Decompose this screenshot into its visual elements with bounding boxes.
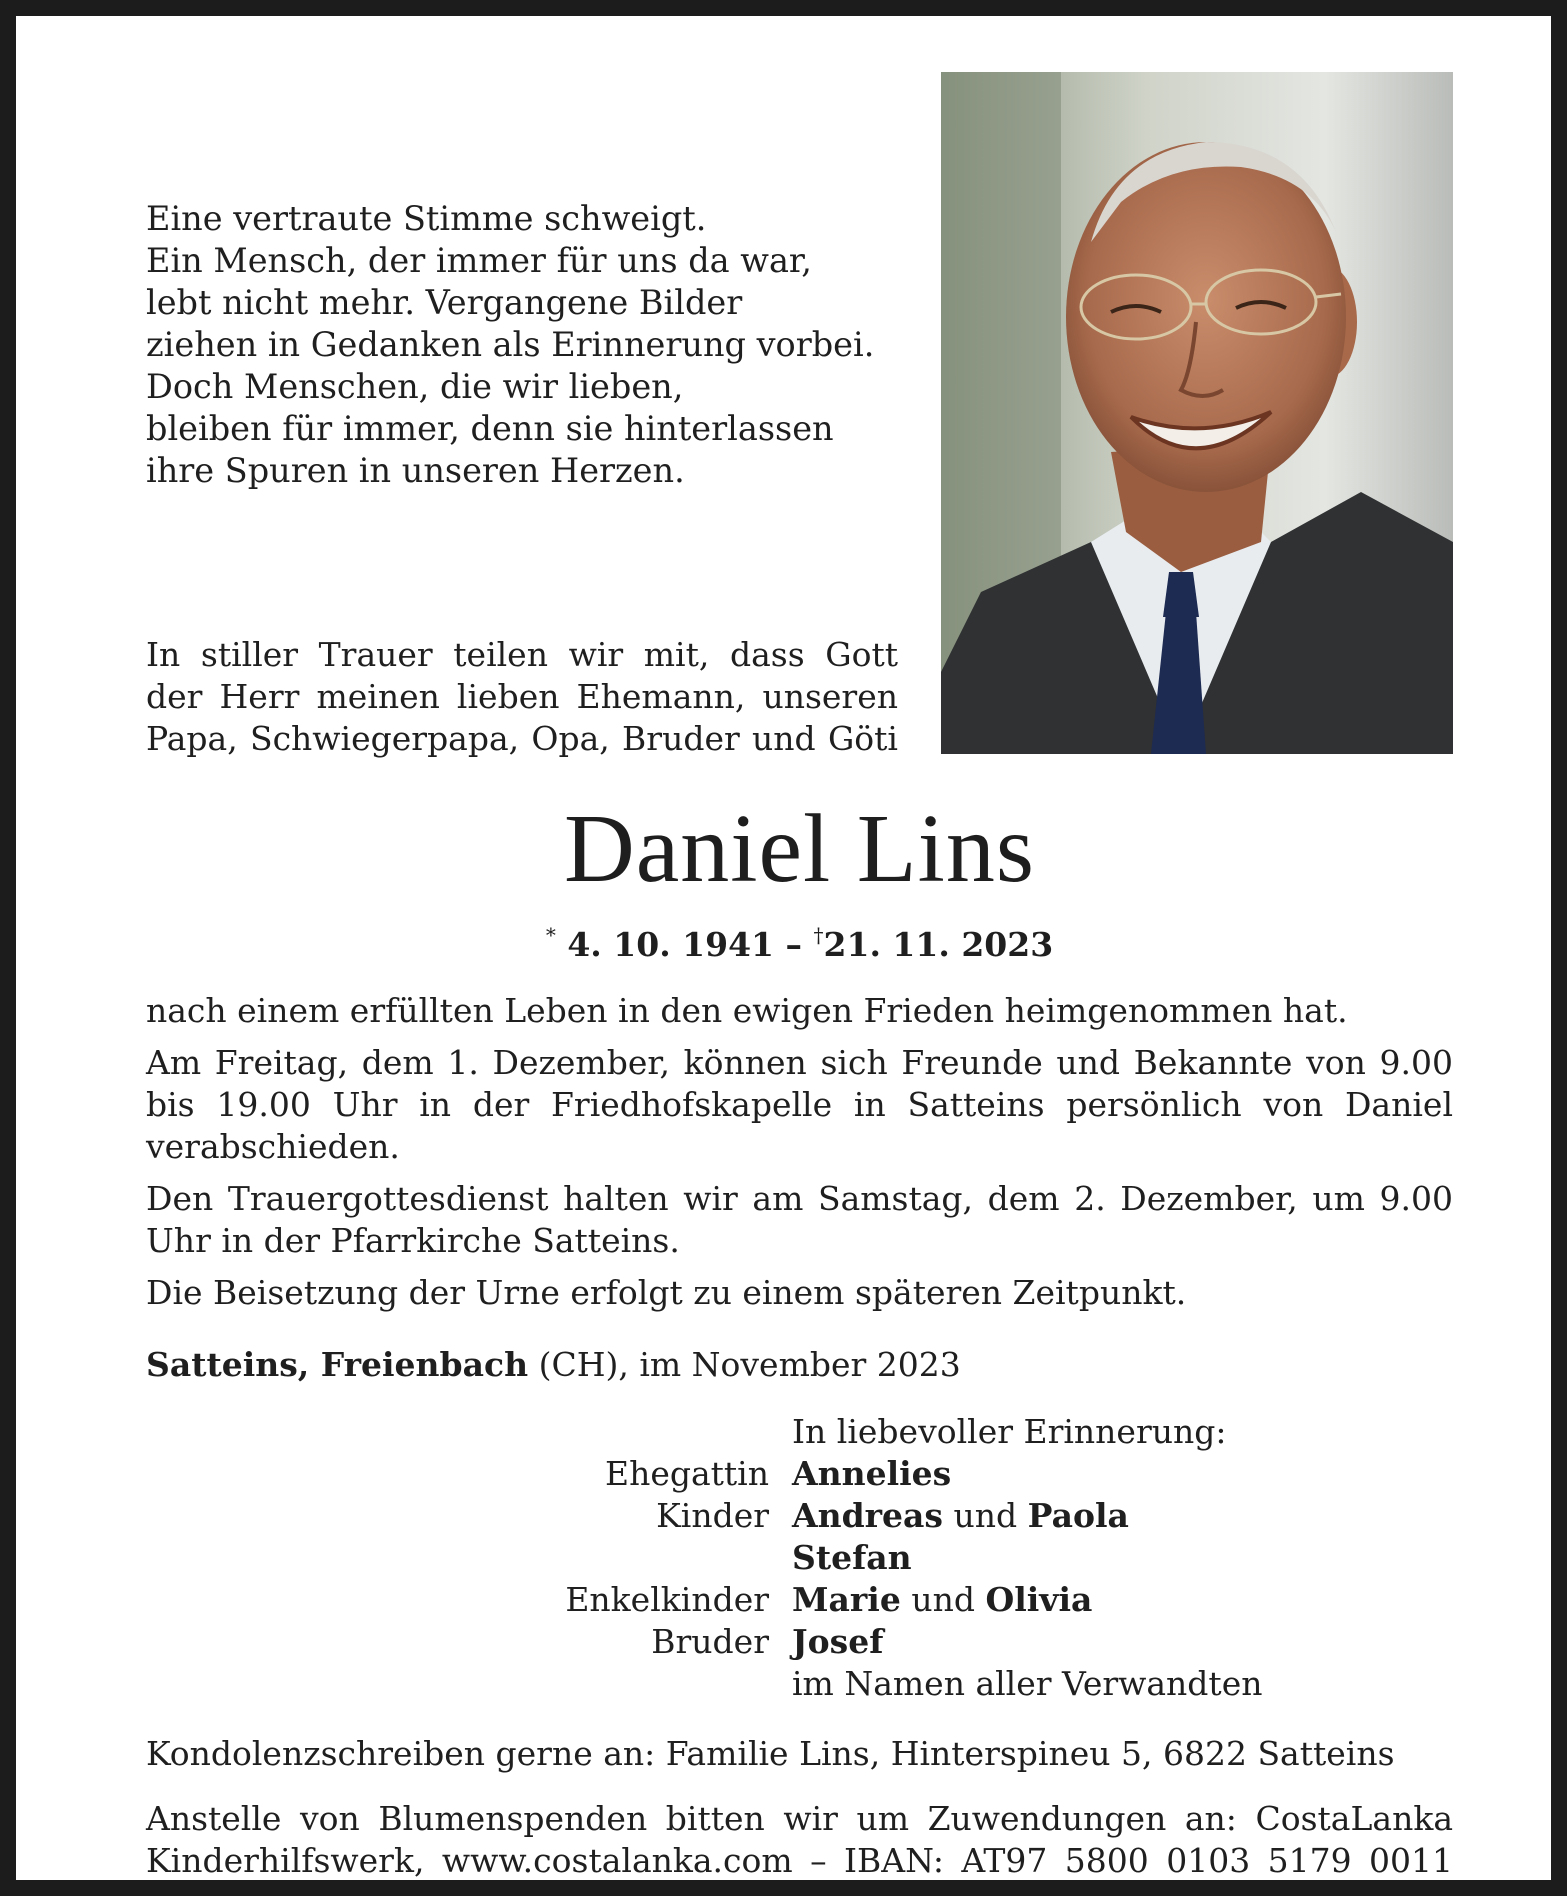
conjunction: und — [900, 1580, 986, 1619]
memorial-poem — [146, 198, 906, 492]
poem-line: Ein Mensch, der immer für uns da war, — [146, 241, 812, 280]
poem-line: ziehen in Gedanken als Erinnerung vorbei. — [146, 325, 875, 364]
condolence-address: Kondolenzschreiben gerne an: Familie Lins, Hinterspineu 5, 6822 Satteins — [146, 1734, 1395, 1773]
conjunction: und — [943, 1496, 1028, 1535]
family-list — [16, 1411, 1567, 1705]
intro-line: Papa, Schwiegerpapa, Opa, Bruder und Göti — [146, 719, 898, 758]
death-date: 21. 11. 2023 — [823, 925, 1054, 964]
family-member: Paola — [1027, 1496, 1129, 1535]
poem-line: Doch Menschen, die wir lieben, — [146, 367, 684, 406]
poem-line: ihre Spuren in unseren Herzen. — [146, 451, 685, 490]
deceased-name: Daniel Lins — [564, 795, 1035, 903]
body-paragraph: Den Trauergottesdienst halten wir am Samstag, dem 2. Dezember, um 9.00 Uhr in der Pfarrkirche Satteins. — [146, 1179, 1453, 1260]
donation-line: Kinderhilfswerk, www.costalanka.com – IBAN: AT97 5800 0103 5179 0011 — [146, 1841, 1453, 1880]
donation-note — [146, 1798, 1453, 1882]
relation-label: Kinder — [656, 1496, 769, 1535]
birth-star-icon: * — [545, 923, 556, 947]
family-member: Andreas — [792, 1496, 944, 1535]
intro-line: In stiller Trauer teilen wir mit, dass Gott — [146, 635, 898, 674]
intro-line: der Herr meinen lieben Ehemann, unseren — [146, 677, 898, 716]
death-cross-icon: † — [813, 923, 824, 947]
family-member: Olivia — [985, 1580, 1093, 1619]
family-member: Josef — [792, 1622, 884, 1661]
body-paragraph: nach einem erfüllten Leben in den ewigen Frieden heimgenommen hat. — [146, 991, 1348, 1030]
life-dates — [16, 914, 1567, 966]
date-separator: – — [785, 925, 803, 964]
donation-line: Anstelle von Blumenspenden bitten wir um Zuwendungen an: CostaLanka — [146, 1799, 1453, 1838]
body-paragraph: Die Beisetzung der Urne erfolgt zu einem späteren Zeitpunkt. — [146, 1273, 1187, 1312]
body-paragraph: Am Freitag, dem 1. Dezember, können sich Freunde und Bekannte von 9.00 bis 19.00 Uhr in der Friedhofskapelle in Satteins persönlich von Daniel verabschieden. — [146, 1043, 1453, 1166]
intro-text — [146, 634, 898, 760]
place-and-date — [146, 1344, 961, 1386]
relation-label: Ehegattin — [604, 1454, 769, 1493]
place-rest: (CH), im November 2023 — [528, 1345, 961, 1384]
portrait-photo — [941, 72, 1453, 754]
relation-label: Enkelkinder — [565, 1580, 769, 1619]
poem-line: Eine vertraute Stimme schweigt. — [146, 199, 707, 238]
poem-line: lebt nicht mehr. Vergangene Bilder — [146, 283, 743, 322]
obituary-body — [146, 990, 1453, 1324]
poem-line: bleiben für immer, denn sie hinterlassen — [146, 409, 834, 448]
family-heading: In liebevoller Erinnerung: — [792, 1412, 1227, 1451]
family-member: Marie — [792, 1580, 901, 1619]
relation-label: Bruder — [651, 1622, 769, 1661]
birth-date: 4. 10. 1941 — [567, 925, 775, 964]
family-footer: im Namen aller Verwandten — [792, 1664, 1263, 1703]
family-member: Annelies — [792, 1454, 952, 1493]
family-member: Stefan — [792, 1538, 912, 1577]
place-names: Satteins, Freienbach — [146, 1345, 529, 1384]
